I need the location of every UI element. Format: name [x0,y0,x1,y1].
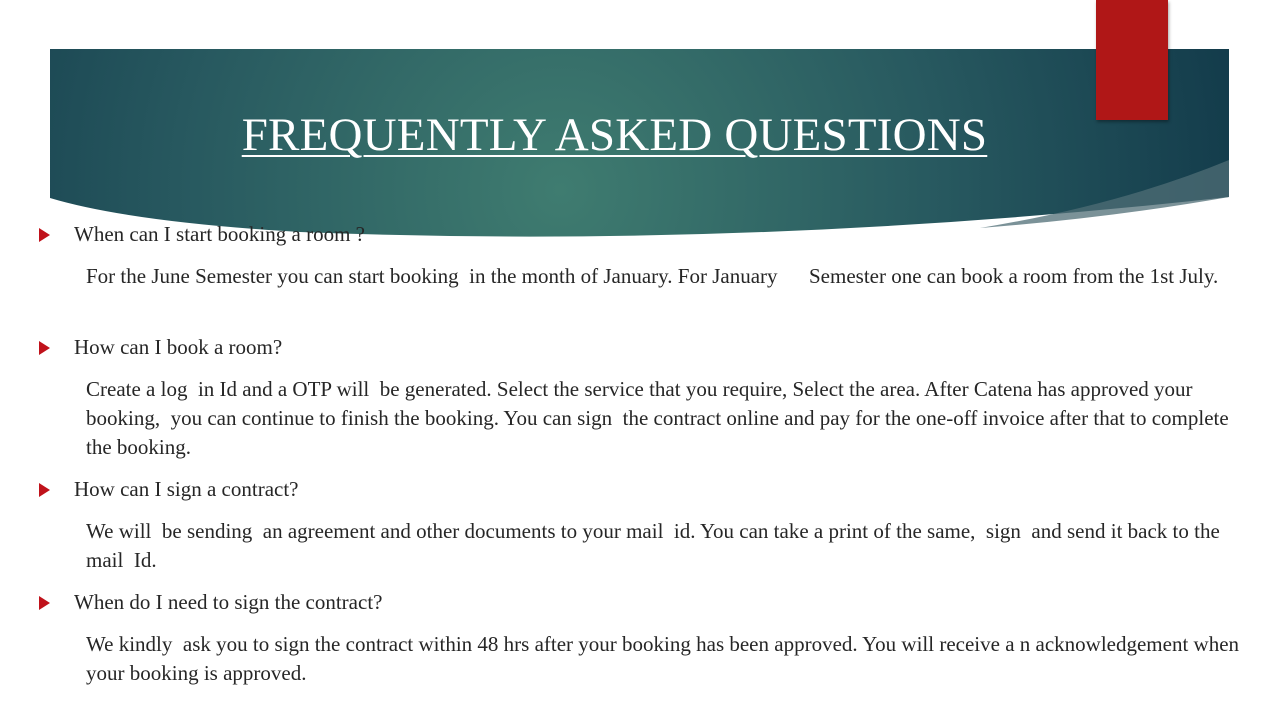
bookmark-ribbon [1096,0,1168,120]
faq-question-4 [74,590,382,615]
faq-answer-3: We will be sending an agreement and other documents to your mail id. You can take a print of the same, sign and send it back to the mail Id. [86,519,1226,572]
faq-question-1 [74,222,365,247]
question-text: How can I book a room? [74,335,283,359]
faq-question-3 [74,477,299,502]
page-title: FREQUENTLY ASKED QUESTIONS [241,109,988,161]
question-text: When can I start booking a room ? [74,222,365,246]
faq-question-2 [74,335,282,360]
faq-answer-2: Create a log in Id and a OTP will be generated. Select the service that you require, Select the area. After Catena has approved your booking, you can continue to finish the booking. You can sign the contract online and pay for the one-off invoice after that to complete the booking. [86,377,1234,459]
question-text: When do I need to sign the contract? [74,590,383,614]
title-banner [0,0,1280,250]
bullet-arrow-icon [39,341,50,355]
faq-answer-1: For the June Semester you can start booking in the month of January. For January Semester one can book a room from the 1st July. [86,264,1219,288]
bullet-arrow-icon [39,228,50,242]
bullet-arrow-icon [39,483,50,497]
bullet-arrow-icon [39,596,50,610]
question-text: How can I sign a contract? [74,477,299,501]
faq-answer-4: We kindly ask you to sign the contract within 48 hrs after your booking has been approved. You will receive a n acknowledgement when your booking is approved. [86,632,1245,685]
